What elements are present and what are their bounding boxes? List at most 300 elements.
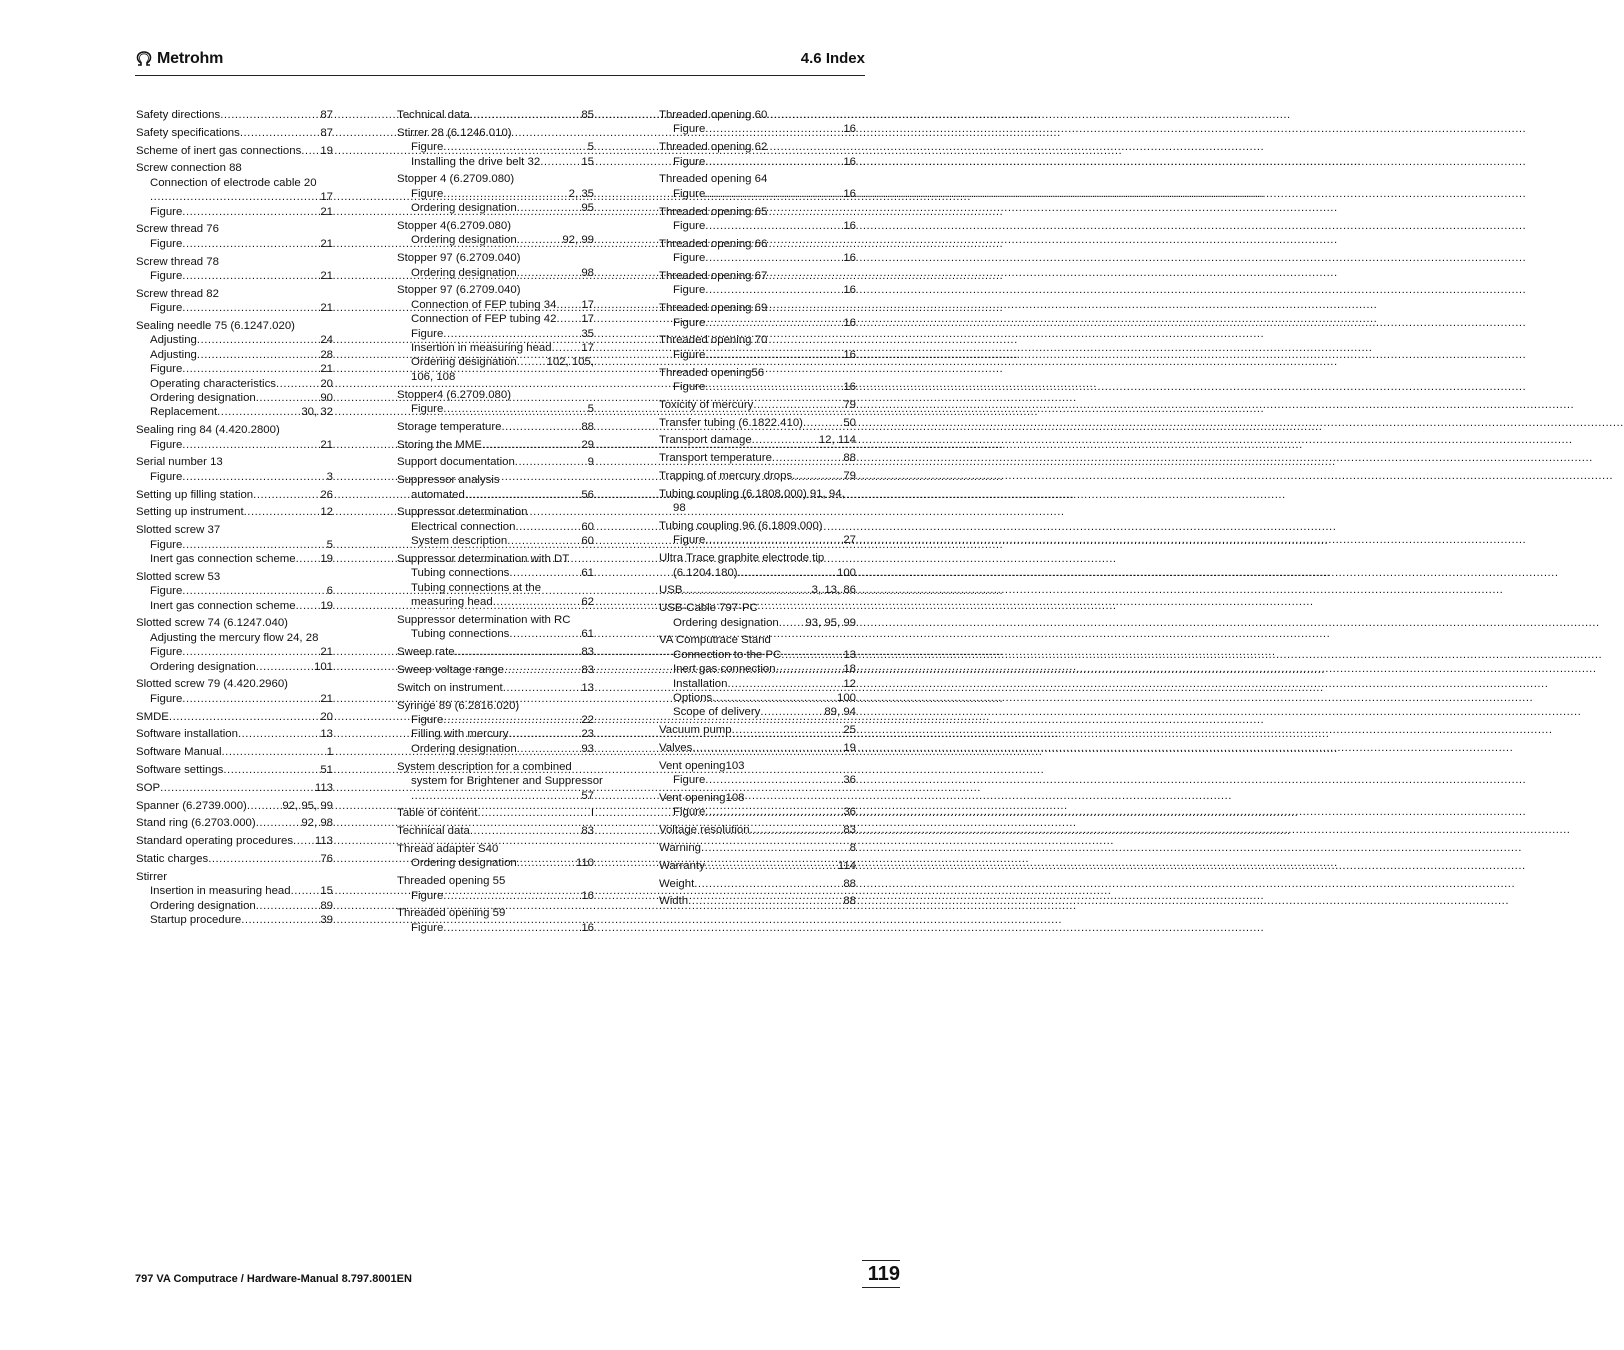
- index-term: [397, 251, 594, 265]
- page-reference: 28: [320, 348, 333, 361]
- index-entry: [659, 433, 856, 447]
- index-term: [659, 601, 856, 615]
- page-number: 119: [862, 1260, 900, 1288]
- leader-dots: [221, 745, 326, 759]
- index-term-text: Startup procedure: [150, 914, 242, 927]
- leader-dots: [482, 438, 581, 452]
- index-entry: [136, 423, 333, 452]
- index-term-text: Adjusting the mercury flow 24, 28: [150, 631, 319, 644]
- index-term-text: Screw thread 82: [136, 287, 219, 300]
- index-term-text: Suppressor determination: [397, 506, 528, 519]
- page-reference: 92, 98: [301, 817, 333, 830]
- index-term-text: Figure: [150, 538, 183, 551]
- page-reference: 88: [843, 895, 856, 908]
- index-term-text: Figure: [673, 806, 706, 819]
- index-term: [397, 645, 594, 659]
- leader-dots: [217, 405, 301, 419]
- leader-dots: [182, 301, 320, 315]
- leader-dots: [750, 823, 844, 837]
- index-subterm: [397, 774, 603, 788]
- index-term-text: Figure: [150, 205, 183, 218]
- index-subterm: [659, 648, 856, 662]
- index-term-text: Static charges: [136, 853, 209, 866]
- index-entry: [397, 388, 594, 417]
- index-term-text: System description: [411, 535, 508, 548]
- leader-dots: [244, 505, 321, 519]
- page-reference: 60: [581, 520, 594, 533]
- page-reference: 95: [581, 202, 594, 215]
- page-reference: 9: [587, 456, 594, 469]
- index-term-text: Setting up filling station: [136, 488, 254, 501]
- page-reference: 15: [320, 885, 333, 898]
- page-reference: 13: [581, 681, 594, 694]
- index-subterm: [659, 155, 856, 169]
- index-subterm: [136, 362, 333, 376]
- index-entry: [136, 727, 333, 741]
- index-entry: [397, 645, 594, 659]
- page-reference: 16: [843, 284, 856, 297]
- index-term-text: Warranty: [659, 859, 705, 872]
- index-term-text: Ordering designation: [411, 266, 517, 279]
- leader-dots: [556, 298, 581, 312]
- index-entry: [136, 222, 333, 251]
- index-subterm: [136, 405, 333, 419]
- index-term-text: Figure: [673, 348, 706, 361]
- index-term-text: VA Computrace Stand: [659, 634, 771, 647]
- index-entry: [659, 469, 856, 483]
- page-reference: 89, 94: [824, 706, 856, 719]
- page-reference: 21: [320, 646, 333, 659]
- index-term-text: Threaded opening 55: [397, 875, 506, 888]
- index-term-text: Setting up instrument: [136, 506, 244, 519]
- index-entry: [659, 823, 856, 837]
- index-entry: [136, 852, 333, 866]
- index-term-text: Storage temperature: [397, 420, 502, 433]
- leader-dots: [443, 327, 581, 341]
- page-reference: 16: [843, 381, 856, 394]
- page-reference: 83: [843, 824, 856, 837]
- index-term-text: Scope of delivery: [673, 706, 761, 719]
- index-term-text: Operating characteristics: [150, 377, 276, 390]
- index-term-text: Suppressor determination with DT: [397, 553, 570, 566]
- index-term-text: Software settings: [136, 764, 224, 777]
- index-entry: [397, 251, 594, 280]
- index-subterm: [136, 470, 333, 484]
- index-term-text: Figure: [411, 141, 444, 154]
- page-reference: 88: [843, 452, 856, 465]
- index-term: [397, 874, 594, 888]
- page-reference: 21: [320, 363, 333, 376]
- index-entry: [136, 455, 333, 484]
- page-reference: 19: [320, 553, 333, 566]
- index-term-text: Toxicity of mercury: [659, 398, 754, 411]
- index-subterm: [397, 370, 594, 384]
- index-term: [136, 852, 333, 866]
- index-term-text: Figure: [150, 363, 183, 376]
- index-subterm: [397, 187, 594, 201]
- index-subterm: [397, 520, 594, 534]
- index-entry: [659, 451, 856, 465]
- index-term-text: Tubing connections: [411, 628, 510, 641]
- leader-dots: [256, 816, 302, 830]
- index-term: [136, 523, 333, 537]
- index-term-text: Stopper 4(6.2709.080): [397, 220, 511, 233]
- index-term: [659, 469, 856, 483]
- index-term-text: Storing the MME: [397, 438, 482, 451]
- index-entry: [397, 283, 594, 384]
- page-reference: 60: [581, 535, 594, 548]
- index-entry: [397, 806, 594, 820]
- index-term-text: 106, 108: [411, 370, 456, 383]
- page-reference: 92, 99: [562, 234, 594, 247]
- leader-dots: [253, 488, 320, 502]
- leader-dots: [182, 205, 320, 219]
- index-term-text: Slotted screw 37: [136, 524, 221, 537]
- page-reference: 6: [326, 585, 333, 598]
- index-subterm: [136, 391, 333, 405]
- index-subterm: [136, 899, 333, 913]
- index-term-text: Threaded opening56: [659, 366, 765, 379]
- index-subterm: [136, 301, 333, 315]
- index-term-text: Threaded opening 59: [397, 907, 506, 920]
- index-subterm: [659, 705, 856, 719]
- index-term: [136, 255, 333, 269]
- index-subterm: [659, 566, 856, 580]
- index-term-text: Ultra Trace graphite electrode tip: [659, 552, 825, 565]
- index-subterm: [397, 298, 594, 312]
- index-term-text: Sweep voltage range: [397, 664, 505, 677]
- index-subterm: [136, 205, 333, 219]
- leader-dots: [238, 727, 320, 741]
- index-term-text: Stopper 97 (6.2709.040): [397, 284, 521, 297]
- index-subterm: [397, 856, 594, 870]
- page-reference: 2, 35: [568, 187, 594, 200]
- leader-dots: [517, 201, 582, 215]
- index-term-text: Stirrer 28 (6.1246.010): [397, 126, 512, 139]
- leader-dots: [732, 723, 844, 737]
- index-entry: [659, 723, 856, 737]
- leader-dots: [240, 126, 320, 140]
- page-reference: 21: [320, 270, 333, 283]
- index-entry: [136, 108, 333, 122]
- index-entry: [136, 781, 333, 795]
- page-reference: 113: [314, 835, 333, 848]
- leader-dots: [705, 773, 843, 787]
- page-reference: 61: [581, 628, 594, 641]
- leader-dots: [753, 398, 843, 412]
- index-term-text: Threaded opening 60: [659, 109, 768, 121]
- index-term-text: Ordering designation: [673, 616, 779, 629]
- index-term: [397, 219, 594, 233]
- index-subterm: [397, 595, 594, 609]
- index-entry: [397, 455, 594, 469]
- index-term: [136, 727, 333, 741]
- index-term: [397, 806, 594, 820]
- index-term-text: Vent opening103: [659, 759, 745, 772]
- index-entry: [397, 552, 594, 610]
- index-term-text: Figure: [673, 187, 706, 200]
- index-subterm: [397, 355, 594, 369]
- leader-dots: [504, 663, 581, 677]
- page-reference: 100: [836, 566, 856, 579]
- index-term: [136, 222, 333, 236]
- index-term-text: Tubing connections at the: [411, 581, 542, 594]
- index-term-text: Screw connection 88: [136, 162, 242, 175]
- index-term: [397, 505, 594, 519]
- page-reference: 92, 95, 99: [282, 799, 333, 812]
- index-subterm: [136, 692, 333, 706]
- index-term: [659, 759, 856, 773]
- index-term-text: Figure: [673, 220, 706, 233]
- index-subterm: [659, 219, 856, 233]
- leader-dots: [760, 705, 824, 719]
- page-reference: 30, 32: [301, 406, 333, 419]
- index-entry: [136, 287, 333, 316]
- index-term: [659, 894, 856, 908]
- page-reference: 88: [581, 420, 594, 433]
- leader-dots: [208, 852, 320, 866]
- index-term-text: 98: [673, 502, 686, 515]
- page-reference: 16: [843, 316, 856, 329]
- index-term: [659, 108, 856, 122]
- page-reference: 16: [843, 123, 856, 136]
- index-entry: [659, 877, 856, 891]
- index-term: [397, 438, 594, 452]
- leader-dots: [705, 122, 843, 136]
- leader-dots: [477, 806, 590, 820]
- index-term: [136, 745, 333, 759]
- index-term: [659, 791, 856, 805]
- leader-dots: [803, 416, 843, 430]
- index-term-text: Thread adapter S40: [397, 842, 499, 855]
- index-entry: [659, 551, 856, 580]
- index-entry: [397, 842, 594, 871]
- index-term-text: USB-Cable 797-PC: [659, 602, 758, 615]
- leader-dots: [256, 391, 321, 405]
- index-term: [659, 519, 856, 533]
- index-term: [397, 613, 594, 627]
- page-reference: 85: [581, 109, 594, 121]
- index-term-text: Connection to the PC: [673, 648, 782, 661]
- index-term-text: Insertion in measuring head: [150, 885, 291, 898]
- index-subterm: [397, 789, 594, 803]
- index-term-text: Voltage resolution: [659, 824, 750, 837]
- index-term-text: Transport temperature: [659, 452, 772, 465]
- page-reference: 17: [581, 342, 594, 355]
- leader-dots: [779, 616, 806, 630]
- leader-dots: [293, 834, 315, 848]
- leader-dots: [540, 155, 581, 169]
- page-reference: 5: [326, 538, 333, 551]
- index-entry: [397, 172, 594, 215]
- leader-dots: [517, 266, 582, 280]
- index-entry: [136, 161, 333, 219]
- index-term-text: Switch on instrument: [397, 681, 503, 694]
- leader-dots: [182, 237, 320, 251]
- index-term-text: Suppressor determination with RC: [397, 614, 571, 627]
- index-term-text: Figure: [673, 252, 706, 265]
- leader-dots: [470, 108, 582, 122]
- page-reference: 35: [581, 327, 594, 340]
- leader-dots: [682, 583, 811, 597]
- index-term-text: Ordering designation: [411, 742, 517, 755]
- index-subterm: [136, 645, 333, 659]
- index-term-text: Software installation: [136, 728, 238, 741]
- index-term-text: Figure: [411, 187, 444, 200]
- page-reference: 56: [581, 488, 594, 501]
- index-entry: [397, 438, 594, 452]
- index-subterm: [397, 312, 594, 326]
- index-term: [659, 633, 856, 647]
- index-term-text: Stopper4 (6.2709.080): [397, 388, 511, 401]
- leader-dots: [443, 713, 581, 727]
- leader-dots: [470, 824, 582, 838]
- index-entry: [397, 613, 594, 642]
- leader-dots: [515, 520, 581, 534]
- leader-dots: [169, 710, 320, 724]
- page-reference: 5: [587, 141, 594, 154]
- index-subterm: [659, 348, 856, 362]
- leader-dots: [197, 348, 320, 362]
- index-term-text: SOP: [136, 781, 161, 794]
- index-entry: [659, 633, 856, 719]
- index-term: [136, 423, 333, 437]
- brand-name: Metrohm: [157, 50, 224, 67]
- index-subterm: [136, 913, 333, 927]
- page-reference: 3: [326, 470, 333, 483]
- index-term: [397, 906, 594, 920]
- index-term: [136, 144, 333, 158]
- index-term: [397, 681, 594, 695]
- leader-dots: [705, 155, 843, 169]
- page-reference: 23: [581, 728, 594, 741]
- leader-dots: [197, 333, 320, 347]
- index-term: [659, 398, 856, 412]
- leader-dots: [509, 627, 581, 641]
- index-term: [136, 505, 333, 519]
- leader-dots: [792, 469, 843, 483]
- index-term-text: Threaded opening 66: [659, 237, 768, 250]
- page-reference: 87: [320, 126, 333, 139]
- index-term-text: Figure: [411, 327, 444, 340]
- index-term: [659, 859, 856, 873]
- index-term: [659, 237, 856, 251]
- index-entry: [659, 398, 856, 412]
- leader-dots: [694, 877, 843, 891]
- leader-dots: [182, 470, 326, 484]
- index-subterm: [659, 283, 856, 297]
- index-term-text: Figure: [150, 438, 183, 451]
- index-entry: [659, 416, 856, 430]
- leader-dots: [705, 187, 843, 201]
- index-entry: [397, 681, 594, 695]
- index-term-text: Safety specifications: [136, 126, 240, 139]
- index-term-text: Sealing ring 84 (4.420.2800): [136, 424, 280, 437]
- page-reference: 19: [843, 742, 856, 755]
- index-column-1: [136, 108, 333, 931]
- page-reference: 110: [575, 857, 594, 870]
- index-entry: [397, 420, 594, 434]
- index-term-text: Slotted screw 74 (6.1247.040): [136, 617, 288, 630]
- index-term-text: Stand ring (6.2703.000): [136, 817, 256, 830]
- page-reference: 26: [320, 488, 333, 501]
- index-term-text: Figure: [673, 381, 706, 394]
- index-entry: [136, 799, 333, 813]
- page-reference: 39: [320, 914, 333, 927]
- index-term: [397, 473, 594, 487]
- index-term: [397, 420, 594, 434]
- leader-dots: [701, 841, 850, 855]
- page-reference: 8: [849, 842, 856, 855]
- page-reference: 88: [843, 877, 856, 890]
- index-entry: [136, 834, 333, 848]
- index-term: [659, 451, 856, 465]
- page-reference: 100: [836, 692, 856, 705]
- index-entry: [659, 108, 856, 137]
- index-term-text: Figure: [411, 714, 444, 727]
- index-term-text: Adjusting: [150, 334, 197, 347]
- leader-dots: [160, 781, 315, 795]
- index-entry: [397, 473, 594, 502]
- index-term-text: Figure: [150, 270, 183, 283]
- index-term-text: Spanner (6.2739.000): [136, 799, 247, 812]
- index-entry: [397, 760, 603, 803]
- page-reference: 79: [843, 470, 856, 483]
- page-reference: 24: [320, 334, 333, 347]
- index-term-text: measuring head: [411, 596, 493, 609]
- index-term-text: Threaded opening 65: [659, 205, 768, 218]
- leader-dots: [705, 316, 843, 330]
- index-subterm: [397, 727, 594, 741]
- index-subterm: [136, 584, 333, 598]
- index-term-text: Syringe 89 (6.2816.020): [397, 699, 520, 712]
- index-term-text: Figure: [673, 774, 706, 787]
- index-term-text: Technical data: [397, 825, 470, 838]
- page-reference: 21: [320, 692, 333, 705]
- index-entry: [136, 126, 333, 140]
- page-reference: 87: [320, 109, 333, 121]
- leader-dots: [772, 451, 843, 465]
- index-term-text: Vent opening108: [659, 792, 745, 805]
- index-term-text: Figure: [673, 123, 706, 136]
- index-subterm: [136, 176, 333, 190]
- page-reference: 16: [581, 921, 594, 934]
- index-subterm: [659, 677, 856, 691]
- index-subterm: [136, 884, 333, 898]
- index-term: [136, 781, 333, 795]
- index-term: [136, 488, 333, 502]
- index-entry: [659, 172, 856, 201]
- index-entry: [397, 663, 594, 677]
- index-subterm: [659, 122, 856, 136]
- leader-dots: [705, 533, 843, 547]
- index-term: [659, 301, 856, 315]
- index-term-text: Insertion in measuring head: [411, 342, 552, 355]
- index-column-3: [659, 108, 856, 912]
- index-term-text: Inert gas connection scheme: [150, 599, 296, 612]
- index-term-text: Ordering designation: [150, 660, 256, 673]
- page-reference: 17: [581, 313, 594, 326]
- index-subterm: [136, 538, 333, 552]
- page-reference: 61: [581, 567, 594, 580]
- index-subterm: [136, 552, 333, 566]
- index-term: [659, 333, 856, 347]
- leader-dots: [552, 341, 582, 355]
- leader-dots: [503, 681, 582, 695]
- index-term-text: Technical data: [397, 109, 470, 121]
- index-term-text: Inert gas connection scheme: [150, 553, 296, 566]
- index-term-text: Figure: [673, 155, 706, 168]
